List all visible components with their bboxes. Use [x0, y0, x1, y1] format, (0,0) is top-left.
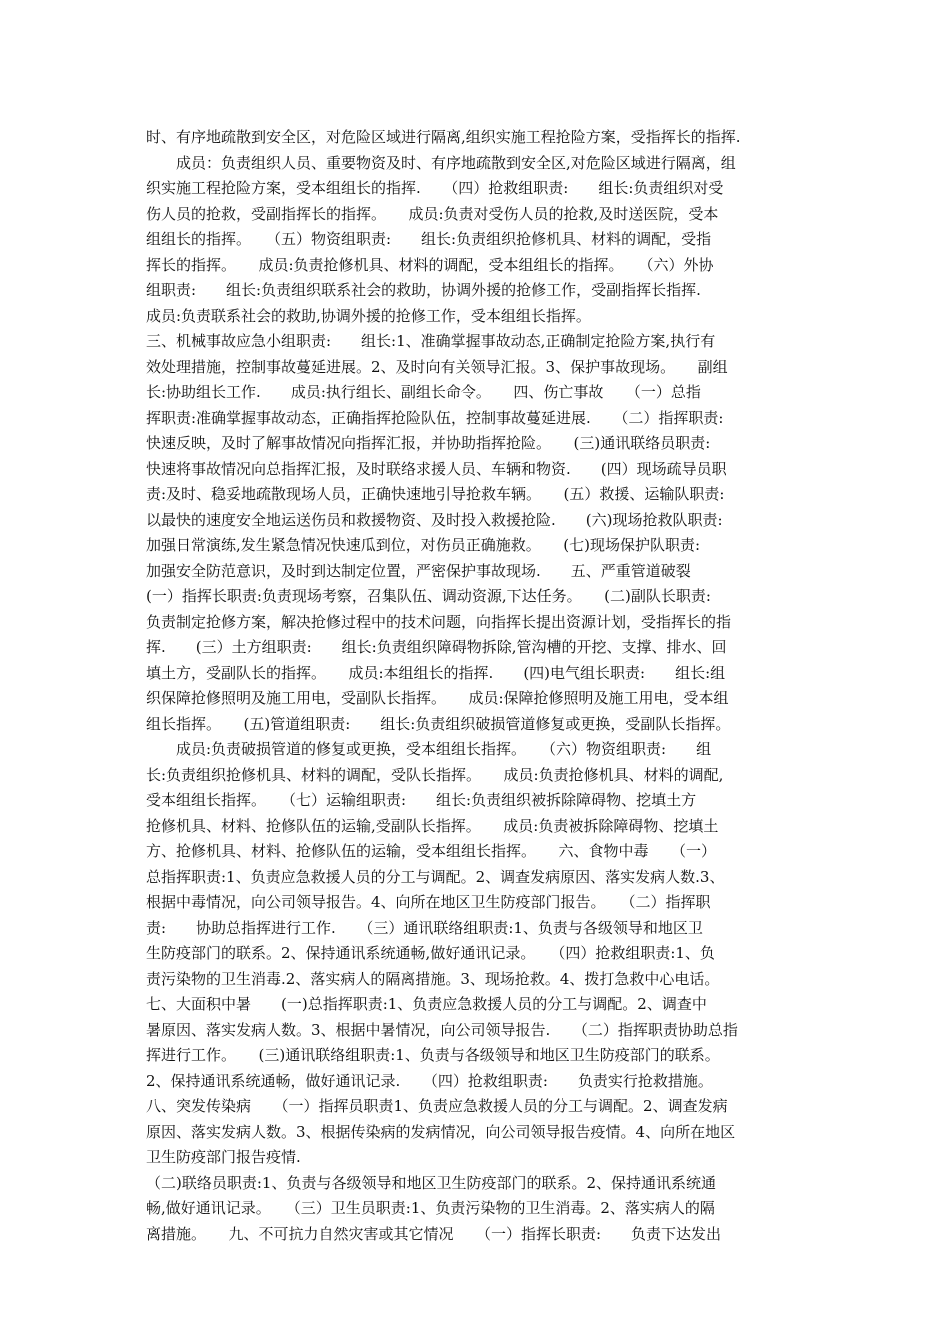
text-line: 挥职责:准确掌握事故动态，正确指挥抢险队伍，控制事故蔓延进展. （二）指挥职责: — [146, 408, 724, 427]
text-line: 组职责: 组长:负责组织联系社会的救助，协调外援的抢修工作，受副指挥长指挥. — [146, 281, 701, 299]
text-line: 时、有序地疏散到安全区，对危险区域进行隔离,组织实施工程抢险方案，受指挥长的指挥. — [146, 128, 741, 146]
text-line: 快速反映，及时了解事故情况向指挥汇报，并协助指挥抢险。 (三)通讯联络员职责: — [146, 434, 711, 452]
text-line: 责污染物的卫生消毒.2、落实病人的隔离措施。3、现场抢救。4、拨打急救中心电话。 — [146, 969, 720, 988]
text-line: 快速将事故情况向总指挥汇报，及时联络求援人员、车辆和物资. (四）现场疏导员职 — [146, 459, 727, 478]
text-line: 方、抢修机具、材料、抢修队伍的运输，受本组组长指挥。 六、食物中毒 （一） — [146, 842, 717, 860]
text-line: 长:协助组长工作. 成员:执行组长、副组长命令。 四、伤亡事故 （一）总指 — [146, 383, 701, 401]
text-line: 生防疫部门的联系。2、保持通讯系统通畅,做好通讯记录。 （四）抢救组职责:1、负 — [146, 944, 715, 962]
text-line: 受本组组长指挥。 （七）运输组职责: 组长:负责组织被拆除障碍物、挖填土方 — [146, 791, 697, 809]
text-line: 伤人员的抢救，受副指挥长的指挥。 成员:负责对受伤人员的抢救,及时送医院，受本 — [146, 204, 719, 223]
document-body — [146, 125, 818, 1247]
text-line: 组长指挥。 (五)管道组职责: 组长:负责组织破损管道修复或更换，受副队长指挥。 — [146, 714, 731, 733]
text-line: 织实施工程抢险方案，受本组组长的指挥. （四）抢救组职责: 组长:负责组织对受 — [146, 179, 724, 197]
text-line: （二)联络员职责:1、负责与各级领导和地区卫生防疫部门的联系。2、保持通讯系统通 — [146, 1173, 716, 1192]
text-line: 八、突发传染病 （一）指挥员职责1、负责应急救援人员的分工与调配。2、调查发病 — [146, 1097, 728, 1115]
text-line: 七、大面积中暑 (一)总指挥职责:1、负责应急救援人员的分工与调配。2、调查中 — [146, 995, 707, 1013]
text-line: 负责制定抢修方案，解决抢修过程中的技术问题，向指挥长提出资源计划，受指挥长的指 — [146, 612, 732, 631]
text-line: 组组长的指挥。 （五）物资组职责: 组长:负责组织抢修机具、材料的调配，受指 — [146, 230, 712, 248]
text-line: 总指挥职责:1、负责应急救援人员的分工与调配。2、调查发病原因、落实发病人数.3、 — [146, 867, 725, 886]
text-line: 成员:负责联系社会的救助,协调外援的抢修工作，受本组组长指挥。 — [146, 306, 591, 325]
text-line: 抢修机具、材料、抢修队伍的运输,受副队长指挥。 成员:负责被拆除障碍物、挖填土 — [146, 816, 719, 835]
text-line: 加强安全防范意识，及时到达制定位置，严密保护事故现场. 五、严重管道破裂 — [146, 561, 691, 580]
text-line: 成员：负责组织人员、重要物资及时、有序地疏散到安全区,对危险区域进行隔离，组 — [146, 153, 736, 172]
text-line: 畅,做好通讯记录。 （三）卫生员职责:1、负责污染物的卫生消毒。2、落实病人的隔 — [146, 1199, 715, 1217]
text-line: 责:及时、稳妥地疏散现场人员，正确快速地引导抢救车辆。 (五）救援、运输队职责: — [146, 485, 725, 503]
text-line: 卫生防疫部门报告疫情. — [146, 1148, 301, 1166]
text-line: 根据中毒情况，向公司领导报告。4、向所在地区卫生防疫部门报告。 （二）指挥职 — [146, 893, 711, 911]
text-line: 加强日常演练,发生紧急情况快速瓜到位，对伤员正确施救。 (七)现场保护队职责: — [146, 536, 701, 554]
text-line: 挥. (三）土方组职责: 组长:负责组织障碍物拆除,管沟槽的开挖、支撑、排水、回 — [146, 638, 727, 656]
text-line: 2、保持通讯系统通畅，做好通讯记录. （四）抢救组职责: 负责实行抢救措施。 — [146, 1071, 713, 1090]
text-line: 挥长的指挥。 成员:负责抢修机具、材料的调配，受本组组长的指挥。 （六）外协 — [146, 255, 714, 274]
text-line: 三、机械事故应急小组职责: 组长:1、准确掌握事故动态,正确制定抢险方案,执行有 — [146, 332, 716, 350]
text-line: 效处理措施，控制事故蔓延进展。2、及时向有关领导汇报。3、保护事故现场。 副组 — [146, 357, 728, 376]
text-line: 长:负责组织抢修机具、材料的调配，受队长指挥。 成员:负责抢修机具、材料的调配, — [146, 765, 724, 784]
text-line: 成员:负责破损管道的修复或更换，受本组组长指挥。 （六）物资组职责: 组 — [146, 740, 712, 758]
text-line: 填土方，受副队长的指挥。 成员:本组组长的指挥. (四)电气组长职责: 组长:组 — [146, 663, 726, 682]
text-line: 原因、落实发病人数。3、根据传染病的发病情况，向公司领导报告疫情。4、向所在地区 — [146, 1122, 736, 1141]
text-line: 以最快的速度安全地运送伤员和救援物资、及时投入救援抢险. (六)现场抢救队职责: — [146, 510, 723, 529]
text-line: (一）指挥长职责:负责现场考察，召集队伍、调动资源,下达任务。 (二)副队长职责: — [146, 587, 711, 605]
text-line: 责: 协助总指挥进行工作. （三）通讯联络组职责:1、负责与各级领导和地区卫 — [146, 918, 703, 937]
text-line: 离措施。 九、不可抗力自然灾害或其它情况 （一）指挥长职责: 负责下达发出 — [146, 1224, 722, 1243]
text-line: 挥进行工作。 (三)通讯联络组职责:1、负责与各级领导和地区卫生防疫部门的联系。 — [146, 1046, 720, 1064]
text-line: 暑原因、落实发病人数。3、根据中暑情况，向公司领导报告. （二）指挥职责协助总指 — [146, 1020, 738, 1039]
text-line: 织保障抢修照明及施工用电，受副队长指挥。 成员:保障抢修照明及施工用电，受本组 — [146, 689, 729, 707]
